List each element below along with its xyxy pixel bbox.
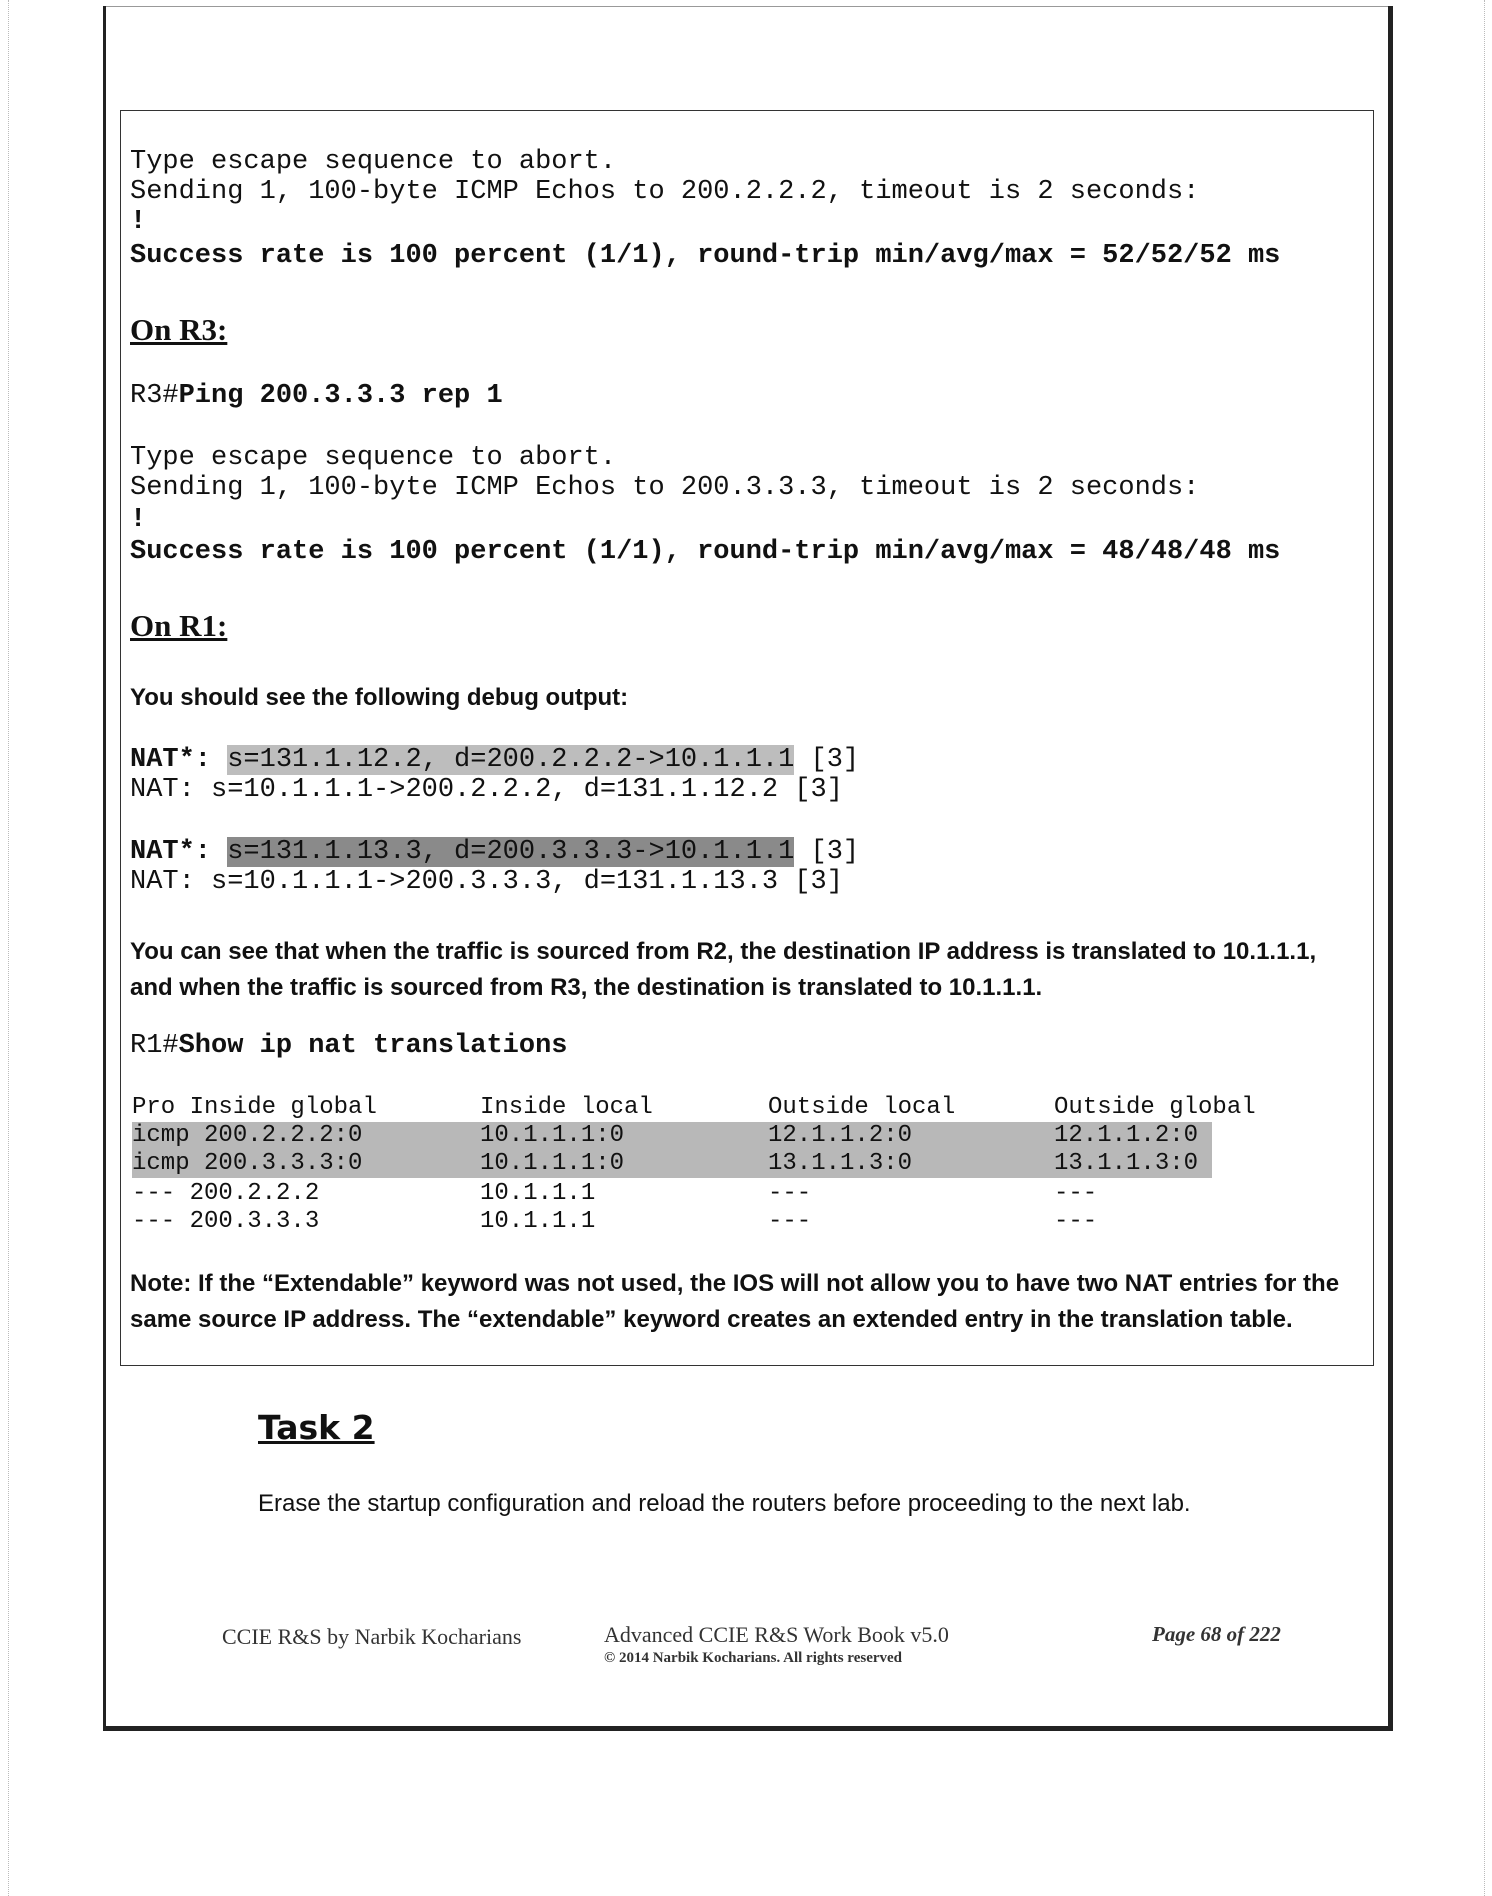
table-cell: ---	[768, 1180, 812, 1207]
table-cell: 12.1.1.2:0	[768, 1122, 913, 1149]
table-cell: ---	[768, 1208, 812, 1235]
table-cell: 13.1.1.3:0	[768, 1150, 913, 1177]
table-cell: ---	[1054, 1180, 1098, 1207]
footer-book-title: Advanced CCIE R&S Work Book v5.0	[604, 1622, 949, 1647]
ping-output-line: !	[130, 505, 147, 535]
debug-suffix: [3]	[794, 837, 860, 867]
ping-output-line: Type escape sequence to abort.	[130, 147, 617, 177]
table-cell: 10.1.1.1:0	[480, 1122, 625, 1149]
debug-intro: You should see the following debug output:	[130, 684, 629, 711]
page-frame-right	[1388, 6, 1393, 1730]
footer-author: CCIE R&S by Narbik Kocharians	[222, 1624, 522, 1649]
command: Show ip nat translations	[178, 1031, 568, 1061]
heading-on-r3: On R3:	[130, 312, 228, 347]
task-text: Erase the startup configuration and reload the routers before proceeding to the next lab.	[258, 1490, 1191, 1517]
col-header: Outside local	[768, 1094, 956, 1121]
debug-highlight: s=131.1.13.3, d=200.3.3.3->10.1.1.1	[227, 837, 795, 867]
heading-on-r1: On R1:	[130, 608, 228, 643]
scan-edge-left	[8, 0, 9, 1896]
task-title: Task 2	[258, 1408, 375, 1447]
table-cell: --- 200.3.3.3	[132, 1208, 320, 1235]
ping-output-line: Sending 1, 100-byte ICMP Echos to 200.3.3.3, timeout is 2 seconds:	[130, 473, 1200, 503]
table-cell: --- 200.2.2.2	[132, 1180, 320, 1207]
note-paragraph: Note: If the “Extendable” keyword was not used, the IOS will not allow you to have two NAT entries for the same source IP address. The “extendable” keyword creates an extended entry in the translation table.	[130, 1270, 1340, 1333]
ping-output-line: !	[130, 207, 147, 237]
debug-line: NAT: s=10.1.1.1->200.3.3.3, d=131.1.13.3 [3]	[130, 867, 843, 897]
table-row	[132, 1122, 1212, 1150]
scan-edge-right	[1484, 0, 1485, 1896]
page-frame-top	[103, 6, 1393, 7]
table-cell: 13.1.1.3:0	[1054, 1150, 1199, 1177]
table-cell: ---	[1054, 1208, 1098, 1235]
r1-command-line	[130, 1032, 567, 1060]
col-header: Outside global	[1054, 1094, 1256, 1121]
col-header: Inside local	[480, 1094, 653, 1121]
debug-line: NAT: s=10.1.1.1->200.2.2.2, d=131.1.12.2 [3]	[130, 775, 843, 805]
col-header: Pro Inside global	[132, 1094, 377, 1121]
command: Ping 200.3.3.3 rep 1	[178, 381, 503, 411]
page-frame-left	[103, 6, 106, 1730]
table-cell: 10.1.1.1	[480, 1208, 596, 1235]
ping-output-line: Sending 1, 100-byte ICMP Echos to 200.2.2.2, timeout is 2 seconds:	[130, 177, 1200, 207]
debug-highlight: s=131.1.12.2, d=200.2.2.2->10.1.1.1	[227, 745, 795, 775]
table-row	[132, 1180, 1212, 1208]
ping-success-line: Success rate is 100 percent (1/1), round-trip min/avg/max = 52/52/52 ms	[130, 241, 1281, 271]
debug-line	[130, 746, 859, 774]
r3-command-line	[130, 382, 503, 410]
footer-page-number: Page 68 of 222	[1152, 1622, 1281, 1646]
debug-suffix: [3]	[794, 745, 860, 775]
table-cell: 10.1.1.1	[480, 1180, 596, 1207]
ping-success-line: Success rate is 100 percent (1/1), round-trip min/avg/max = 48/48/48 ms	[130, 537, 1281, 567]
nat-table-header	[132, 1094, 1256, 1122]
explanation-paragraph: You can see that when the traffic is sourced from R2, the destination IP address is translated to 10.1.1.1, and when the traffic is sourced from R3, the destination is translated to 10.1.1.1.	[130, 938, 1317, 1001]
footer-copyright: © 2014 Narbik Kocharians. All rights reserved	[604, 1650, 903, 1666]
table-cell: icmp 200.2.2.2:0	[132, 1122, 363, 1149]
table-cell: icmp 200.3.3.3:0	[132, 1150, 363, 1177]
prompt: R3#	[130, 381, 179, 411]
table-cell: 12.1.1.2:0	[1054, 1122, 1199, 1149]
table-row	[132, 1208, 1212, 1236]
debug-prefix: NAT*:	[130, 837, 228, 867]
debug-prefix: NAT*:	[130, 745, 228, 775]
ping-output-line: Type escape sequence to abort.	[130, 443, 617, 473]
prompt: R1#	[130, 1031, 179, 1061]
page-frame-bottom	[103, 1726, 1393, 1731]
debug-line	[130, 838, 859, 866]
table-cell: 10.1.1.1:0	[480, 1150, 625, 1177]
table-row	[132, 1150, 1212, 1178]
